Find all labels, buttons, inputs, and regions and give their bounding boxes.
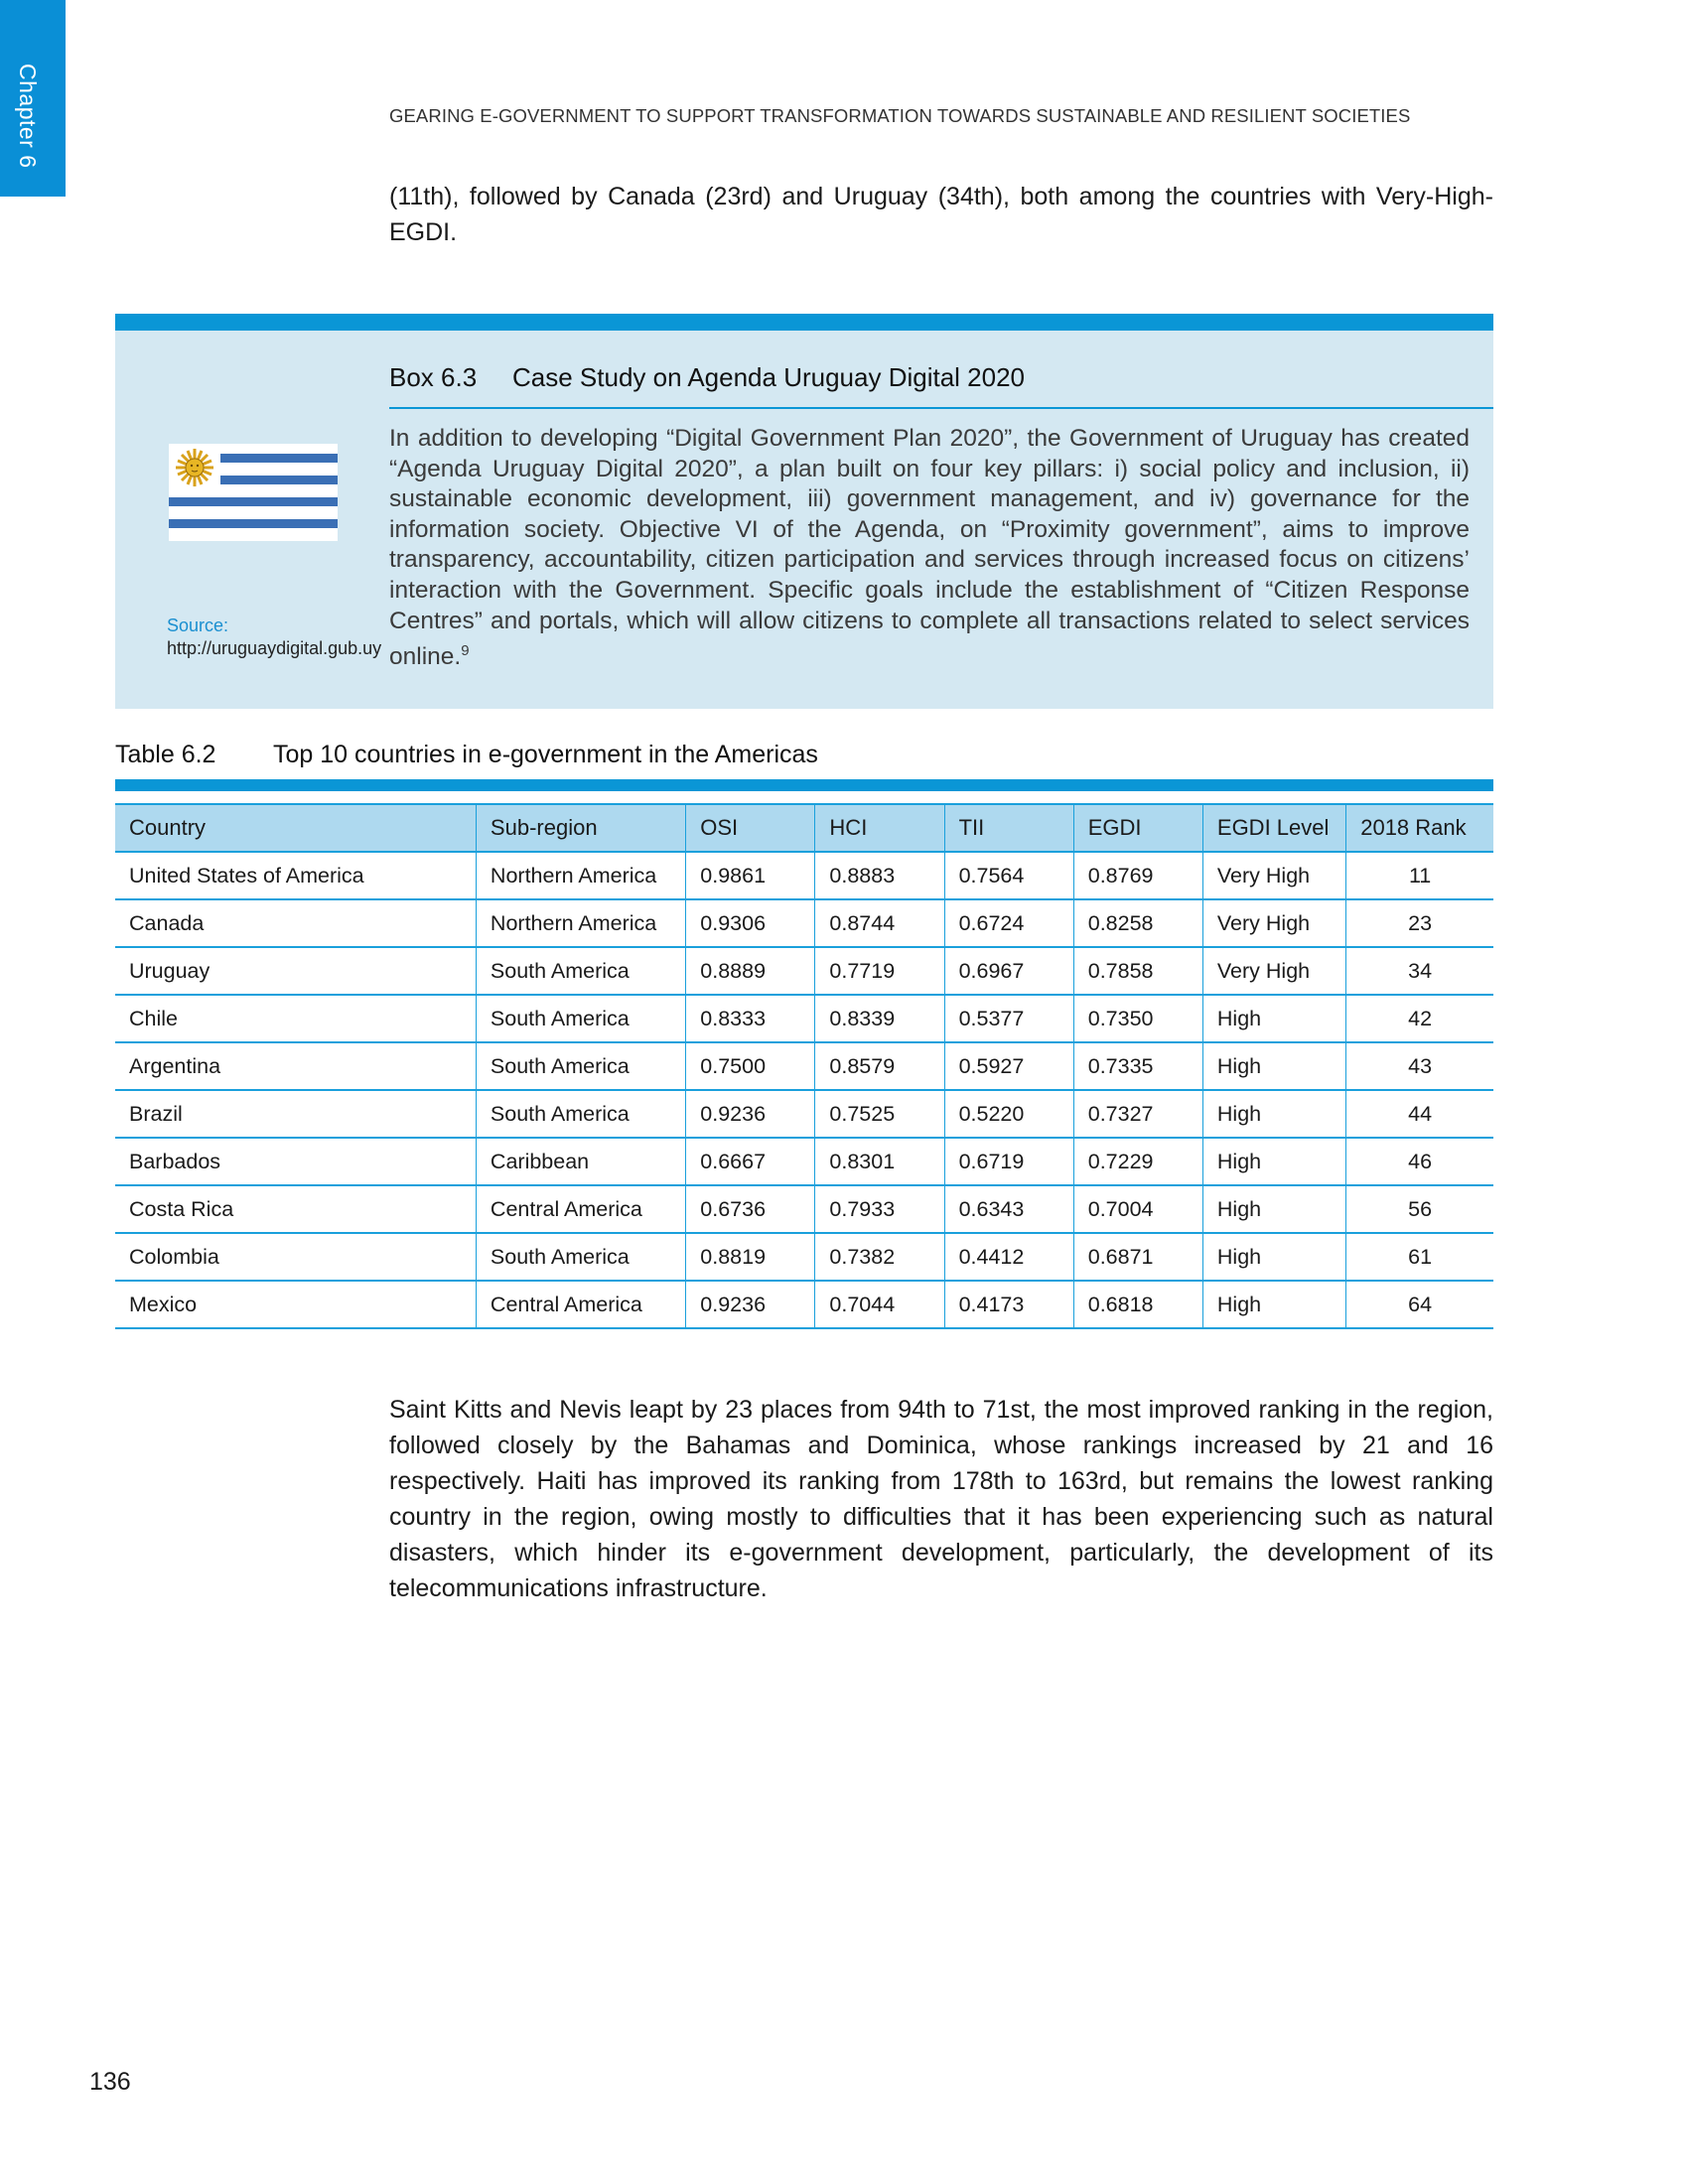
cell-rank: 46: [1346, 1138, 1493, 1185]
cell-egdi-level: High: [1202, 1281, 1345, 1328]
table-caption: [115, 741, 818, 769]
footnote-marker: 9: [461, 642, 470, 660]
cell-subregion: South America: [476, 995, 685, 1042]
cell-tii: 0.5377: [944, 995, 1073, 1042]
cell-osi: 0.9861: [686, 852, 815, 899]
cell-country: Uruguay: [115, 947, 476, 995]
cell-osi: 0.9236: [686, 1090, 815, 1138]
table-accent-bar: [115, 779, 1493, 791]
cell-country: Argentina: [115, 1042, 476, 1090]
column-header: HCI: [815, 804, 944, 852]
table-row: [115, 852, 1493, 899]
cell-egdi-level: High: [1202, 1185, 1345, 1233]
cell-subregion: South America: [476, 1090, 685, 1138]
table-body: [115, 852, 1493, 1328]
cell-osi: 0.6736: [686, 1185, 815, 1233]
cell-tii: 0.4173: [944, 1281, 1073, 1328]
cell-egdi: 0.7350: [1073, 995, 1202, 1042]
cell-egdi-level: Very High: [1202, 947, 1345, 995]
cell-tii: 0.6719: [944, 1138, 1073, 1185]
cell-tii: 0.5927: [944, 1042, 1073, 1090]
cell-hci: 0.8883: [815, 852, 944, 899]
cell-egdi: 0.7229: [1073, 1138, 1202, 1185]
cell-country: Barbados: [115, 1138, 476, 1185]
cell-hci: 0.7382: [815, 1233, 944, 1281]
cell-country: Brazil: [115, 1090, 476, 1138]
cell-rank: 64: [1346, 1281, 1493, 1328]
table-row: [115, 1090, 1493, 1138]
column-header: OSI: [686, 804, 815, 852]
uruguay-flag-image: [169, 444, 338, 541]
cell-rank: 23: [1346, 899, 1493, 947]
cell-tii: 0.6724: [944, 899, 1073, 947]
cell-egdi-level: High: [1202, 995, 1345, 1042]
column-header: TII: [944, 804, 1073, 852]
box-body-paragraph: In addition to developing “Digital Government Plan 2020”, the Government of Uruguay has created “Agenda Uruguay Digital 2020”, a plan built on four key pillars: i) social policy and inclusion, ii) sustainable economic development, iii) government management, and iv) governance for the information society. Objective VI of the Agenda, on “Proximity government”, aims to improve transparency, accountability, citizen participation and services through increased focus on citizens’ interaction with the Government. Specific goals include the establishment of “Citizen Response Centres” and portals, which will allow citizens to complete all transactions related to select services online.: [389, 425, 1470, 671]
cell-subregion: Northern America: [476, 852, 685, 899]
chapter-tab-label: Chapter 6: [15, 64, 41, 169]
running-header: GEARING E-GOVERNMENT TO SUPPORT TRANSFORMATION TOWARDS SUSTAINABLE AND RESILIENT SOCIETIES: [389, 105, 1411, 126]
flag-stripe: [169, 519, 338, 528]
cell-egdi: 0.8769: [1073, 852, 1202, 899]
cell-osi: 0.8819: [686, 1233, 815, 1281]
cell-egdi-level: High: [1202, 1042, 1345, 1090]
cell-osi: 0.7500: [686, 1042, 815, 1090]
cell-hci: 0.7044: [815, 1281, 944, 1328]
cell-country: Mexico: [115, 1281, 476, 1328]
table-row: [115, 947, 1493, 995]
box-heading: [389, 362, 1493, 409]
cell-rank: 42: [1346, 995, 1493, 1042]
flag-stripe: [220, 476, 338, 484]
cell-rank: 11: [1346, 852, 1493, 899]
source-url[interactable]: http://uruguaydigital.gub.uy: [167, 638, 382, 658]
cell-rank: 43: [1346, 1042, 1493, 1090]
table-row: [115, 1281, 1493, 1328]
cell-country: Colombia: [115, 1233, 476, 1281]
cell-hci: 0.8744: [815, 899, 944, 947]
cell-hci: 0.8339: [815, 995, 944, 1042]
cell-country: Canada: [115, 899, 476, 947]
cell-egdi-level: High: [1202, 1090, 1345, 1138]
column-header: Sub-region: [476, 804, 685, 852]
cell-egdi: 0.7004: [1073, 1185, 1202, 1233]
cell-egdi: 0.6818: [1073, 1281, 1202, 1328]
box-body-text: [389, 424, 1470, 673]
cell-egdi: 0.7335: [1073, 1042, 1202, 1090]
cell-subregion: South America: [476, 947, 685, 995]
cell-rank: 61: [1346, 1233, 1493, 1281]
cell-hci: 0.7719: [815, 947, 944, 995]
cell-egdi: 0.6871: [1073, 1233, 1202, 1281]
cell-egdi: 0.7858: [1073, 947, 1202, 995]
page-number: 136: [89, 2068, 131, 2096]
cell-subregion: Central America: [476, 1281, 685, 1328]
cell-country: Costa Rica: [115, 1185, 476, 1233]
countries-table: [115, 803, 1493, 1329]
table-row: [115, 1042, 1493, 1090]
cell-subregion: South America: [476, 1233, 685, 1281]
cell-country: United States of America: [115, 852, 476, 899]
table-row: [115, 1138, 1493, 1185]
cell-osi: 0.6667: [686, 1138, 815, 1185]
case-study-box: [115, 314, 1493, 709]
cell-egdi: 0.7327: [1073, 1090, 1202, 1138]
cell-osi: 0.8333: [686, 995, 815, 1042]
cell-rank: 34: [1346, 947, 1493, 995]
cell-egdi-level: High: [1202, 1233, 1345, 1281]
flag-stripe: [169, 497, 338, 506]
cell-subregion: South America: [476, 1042, 685, 1090]
cell-subregion: Central America: [476, 1185, 685, 1233]
chapter-tab: [0, 0, 66, 197]
cell-hci: 0.8579: [815, 1042, 944, 1090]
flag-source: [167, 614, 382, 660]
cell-country: Chile: [115, 995, 476, 1042]
table-row: [115, 1233, 1493, 1281]
column-header: Country: [115, 804, 476, 852]
cell-osi: 0.8889: [686, 947, 815, 995]
cell-subregion: Northern America: [476, 899, 685, 947]
cell-egdi-level: High: [1202, 1138, 1345, 1185]
cell-hci: 0.7525: [815, 1090, 944, 1138]
table-header-row: [115, 804, 1493, 852]
cell-tii: 0.6967: [944, 947, 1073, 995]
box-title: Case Study on Agenda Uruguay Digital 2020: [512, 362, 1026, 392]
table-row: [115, 899, 1493, 947]
cell-tii: 0.6343: [944, 1185, 1073, 1233]
box-label: Box 6.3: [389, 362, 478, 392]
cell-subregion: Caribbean: [476, 1138, 685, 1185]
cell-tii: 0.7564: [944, 852, 1073, 899]
table-title: Top 10 countries in e-government in the Americas: [273, 741, 818, 768]
closing-paragraph: Saint Kitts and Nevis leapt by 23 places from 94th to 71st, the most improved ranking in the region, followed closely by the Bahamas and Dominica, whose rankings increased by 21 and 16 respectively. Haiti has improved its ranking from 178th to 163rd, but remains the lowest ranking country in the region, owing mostly to difficulties that it has been experiencing such as natural disasters, which hinder its e-government development, particularly, the development of its telecommunications infrastructure.: [389, 1396, 1493, 1602]
cell-hci: 0.8301: [815, 1138, 944, 1185]
cell-rank: 44: [1346, 1090, 1493, 1138]
table-row: [115, 1185, 1493, 1233]
table-row: [115, 995, 1493, 1042]
source-label: Source:: [167, 615, 229, 635]
intro-paragraph: (11th), followed by Canada (23rd) and Uruguay (34th), both among the countries with Very-High-EGDI.: [389, 183, 1493, 246]
cell-rank: 56: [1346, 1185, 1493, 1233]
cell-osi: 0.9236: [686, 1281, 815, 1328]
cell-egdi-level: Very High: [1202, 899, 1345, 947]
cell-hci: 0.7933: [815, 1185, 944, 1233]
flag-stripe: [220, 454, 338, 463]
column-header: 2018 Rank: [1346, 804, 1493, 852]
cell-osi: 0.9306: [686, 899, 815, 947]
column-header: EGDI: [1073, 804, 1202, 852]
table-label: Table 6.2: [115, 741, 216, 768]
cell-egdi-level: Very High: [1202, 852, 1345, 899]
column-header: EGDI Level: [1202, 804, 1345, 852]
cell-tii: 0.5220: [944, 1090, 1073, 1138]
cell-egdi: 0.8258: [1073, 899, 1202, 947]
cell-tii: 0.4412: [944, 1233, 1073, 1281]
